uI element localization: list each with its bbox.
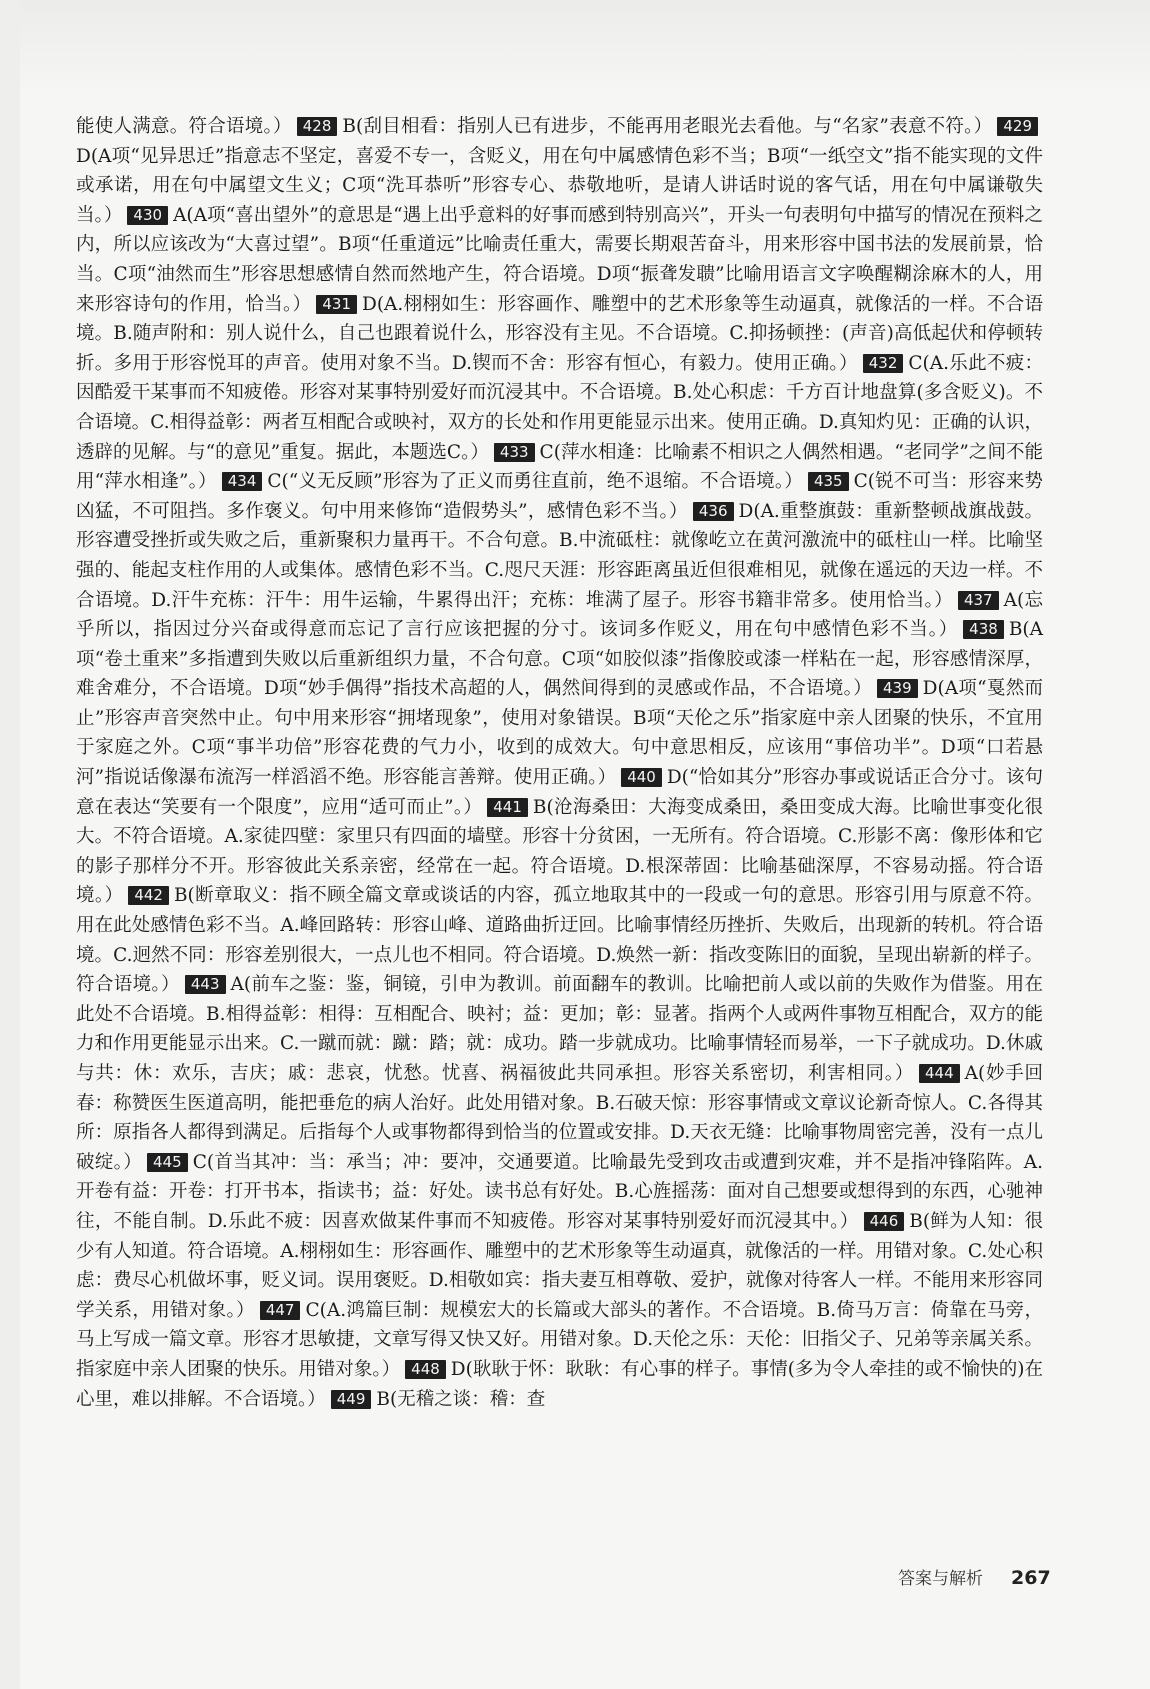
question-number-badge: 439	[877, 679, 918, 698]
question-number-badge: 440	[621, 768, 662, 787]
answer-explanation: D(A.栩栩如生：形容画作、雕塑中的艺术形象等生动逼真，就像活的一样。不合语境。B.随声附和：别人说什么，自己也跟着说什么，形容没有主见。不合语境。C.抑扬顿挫：(声音)高低起伏和停顿转折。多用于形容悦耳的声音。使用对象不当。D.锲而不舍：形容有恒心，有毅力。使用正确。）	[76, 293, 1043, 374]
answer-explanation: 能使人满意。符合语境。）	[76, 116, 292, 137]
answer-explanation: D(A.重整旗鼓：重新整顿战旗战鼓。形容遭受挫折或失败之后，重新聚积力量再干。不合句意。B.中流砥柱：就像屹立在黄河激流中的砥柱山一样。比喻坚强的、能起支柱作用的人或集体。感情色彩不当。C.咫尺天涯：形容距离虽近但很难相见，就像在遥远的天边一样。不合语境。D.汗牛充栋：汗牛：用牛运输，牛累得出汗；充栋：堆满了屋子。形容书籍非常多。使用恰当。）	[76, 500, 1044, 611]
answer-explanation: C(A.鸿篇巨制：规模宏大的长篇或大部头的著作。不合语境。B.倚马万言：倚靠在马旁，马上写成一篇文章。形容才思敏捷，文章写得又快又好。用错对象。D.天伦之乐：天伦：旧指父子、兄弟等亲属关系。指家庭中亲人团聚的快乐。用错对象。）	[76, 1299, 1043, 1380]
answer-explanation: B(沧海桑田：大海变成桑田，桑田变成大海。比喻世事变化很大。不符合语境。A.家徒四壁：家里只有四面的墙壁。形容十分贫困，一无所有。符合语境。C.形影不离：像形体和它的影子那样分不开。形容彼此关系亲密，经常在一起。符合语境。D.根深蒂固：比喻基础深厚，不容易动摇。符合语境。）	[76, 796, 1043, 907]
answer-explanation: D(A项“见异思迁”指意志不坚定，喜爱不专一，含贬义，用在句中属感情色彩不当；B项“一纸空文”指不能实现的文件或承诺，用在句中属望文生义；C项“洗耳恭听”形容专心、恭敬地听，是请人讲话时说的客气话，用在句中属谦敬失当。）	[76, 145, 1043, 226]
question-number-badge: 444	[919, 1064, 960, 1083]
question-number-badge: 448	[405, 1360, 446, 1379]
footer-section-title: 答案与解析	[898, 1569, 983, 1589]
question-number-badge: 438	[963, 620, 1004, 639]
question-number-badge: 436	[693, 502, 734, 521]
answer-explanation: C(锐不可当：形容来势凶猛，不可阻挡。多作褒义。句中用来修饰“造假势头”，感情色彩不当。）	[76, 471, 1044, 522]
answer-explanation: A(妙手回春：称赞医生医道高明，能把垂危的病人治好。此处用错对象。B.石破天惊：形容事情或文章议论新奇惊人。C.各得其所：原指各人都得到满足。后指每个人或事物都得到恰当的位置或安排。D.天衣无缝：比喻事物周密完善，没有一点儿破绽。）	[76, 1063, 1044, 1173]
answer-explanation: A(前车之鉴：鉴，铜镜，引申为教训。前面翻车的教训。比喻把前人或以前的失败作为借鉴。用在此处不合语境。B.相得益彰：相得：互相配合、映衬；益：更加；彰：显著。指两个人或两件事物互相配合，双方的能力和作用更能显示出来。C.一蹴而就：蹴：踏；就：成功。踏一步就成功。比喻事情轻而易举，一下子就成功。D.休戚与共：休：欢乐，吉庆；戚：悲哀，忧愁。忧喜、祸福彼此共同承担。形容关系密切，利害相同。）	[76, 974, 1043, 1084]
answer-explanation: A(A项“喜出望外”的意思是“遇上出乎意料的好事而感到特别高兴”，开头一句表明句中描写的情况在预料之内，所以应该改为“大喜过望”。B项“任重道远”比喻责任重大，需要长期艰苦奋斗，用来形容中国书法的发展前景，恰当。C项“油然而生”形容思想感情自然而然地产生，符合语境。D项“振聋发聩”比喻用语言文字唤醒糊涂麻木的人，用来形容诗句的作用，恰当。）	[76, 204, 1043, 315]
question-number-badge: 441	[487, 798, 528, 817]
answer-explanation: C(萍水相逢：比喻素不相识之人偶然相遇。“老同学”之间不能用“萍水相逢”。）	[76, 441, 1043, 493]
answer-explanation: D(“恰如其分”形容办事或说话正合分寸。该句意在表达“笑要有一个限度”，应用“适可而止”。）	[76, 767, 1043, 818]
answer-explanation: C(A.乐此不疲：因酷爱干某事而不知疲倦。形容对某事特别爱好而沉浸其中。不合语境。B.处心积虑：千方百计地盘算(多含贬义)。不合语境。C.相得益彰：两者互相配合或映衬，双方的长处和作用更能显示出来。使用正确。D.真知灼见：正确的认识，透辟的见解。与“的意见”重复。据此，本题选C。）	[76, 352, 1043, 463]
question-number-badge: 431	[316, 295, 357, 314]
question-number-badge: 429	[997, 117, 1038, 136]
question-number-badge: 435	[808, 472, 849, 491]
question-number-badge: 432	[863, 354, 904, 373]
question-number-badge: 449	[331, 1390, 372, 1409]
question-number-badge: 437	[958, 591, 999, 610]
answer-text-body	[76, 112, 1043, 1414]
answer-explanation: B(刮目相看：指别人已有进步，不能再用老眼光去看他。与“名家”表意不符。）	[342, 116, 993, 137]
answer-explanation: B(断章取义：指不顾全篇文章或谈话的内容，孤立地取其中的一段或一句的意思。形容引用与原意不符。用在此处感情色彩不当。A.峰回路转：形容山峰、道路曲折迂回。比喻事情经历挫折、失败后，出现新的转机。符合语境。C.迥然不同：形容差别很大，一点儿也不相同。符合语境。D.焕然一新：指改变陈旧的面貌，呈现出崭新的样子。符合语境。）	[76, 885, 1043, 996]
question-number-badge: 442	[128, 886, 169, 905]
answer-explanation: B(A项“卷土重来”多指遭到失败以后重新组织力量，不合句意。C项“如胶似漆”指像胶或漆一样粘在一起，形容感情深厚，难舍难分，不合语境。D项“妙手偶得”指技术高超的人，偶然间得到的灵感或作品，不合语境。）	[76, 619, 1043, 700]
question-number-badge: 443	[185, 975, 226, 994]
question-number-badge: 447	[260, 1301, 301, 1320]
page-footer	[898, 1564, 1051, 1589]
question-number-badge: 428	[297, 117, 338, 136]
page-number: 267	[1011, 1567, 1051, 1589]
page-top-shadow	[20, 0, 1150, 95]
question-number-badge: 446	[864, 1212, 905, 1231]
answer-explanation: D(A项“戛然而止”形容声音突然中止。句中用来形容“拥堵现象”，使用对象错误。B项“天伦之乐”指家庭中亲人团聚的快乐，不宜用于家庭之外。C项“事半功倍”形容花费的气力小，收到的成效大。句中意思相反，应该用“事倍功半”。D项“口若悬河”指说话像瀑布流泻一样滔滔不绝。形容能言善辩。使用正确。）	[76, 678, 1043, 789]
answer-explanation: B(无稽之谈：稽：查	[376, 1388, 546, 1410]
question-number-badge: 430	[127, 206, 168, 225]
answer-explanation: D(耿耿于怀：耿耿：有心事的样子。事情(多为令人牵挂的或不愉快的)在心里，难以排解。不合语境。）	[76, 1358, 1043, 1410]
question-number-badge: 433	[494, 443, 535, 462]
answer-explanation: C(“义无反顾”形容为了正义而勇往直前，绝不退缩。不合语境。）	[267, 471, 803, 493]
answer-explanation: B(鲜为人知：很少有人知道。符合语境。A.栩栩如生：形容画作、雕塑中的艺术形象等生动逼真，就像活的一样。用错对象。C.处心积虑：费尽心机做坏事，贬义词。误用褒贬。D.相敬如宾：指夫妻互相尊敬、爱护，就像对待客人一样。不能用来形容同学关系，用错对象。）	[76, 1210, 1043, 1321]
question-number-badge: 434	[222, 472, 263, 491]
answer-explanation: A(忘乎所以，指因过分兴奋或得意而忘记了言行应该把握的分寸。该词多作贬义，用在句中感情色彩不当。）	[76, 589, 1044, 641]
question-number-badge: 445	[147, 1153, 188, 1172]
answer-explanation: C(首当其冲：当：承当；冲：要冲，交通要道。比喻最先受到攻击或遭到灾难，并不是指冲锋陷阵。A.开卷有益：开卷：打开书本，指读书；益：好处。读书总有好处。B.心旌摇荡：面对自己想要或想得到的东西，心驰神往，不能自制。D.乐此不疲：因喜欢做某件事而不知疲倦。形容对某事特别爱好而沉浸其中。）	[76, 1151, 1043, 1232]
page	[20, 0, 1150, 1689]
